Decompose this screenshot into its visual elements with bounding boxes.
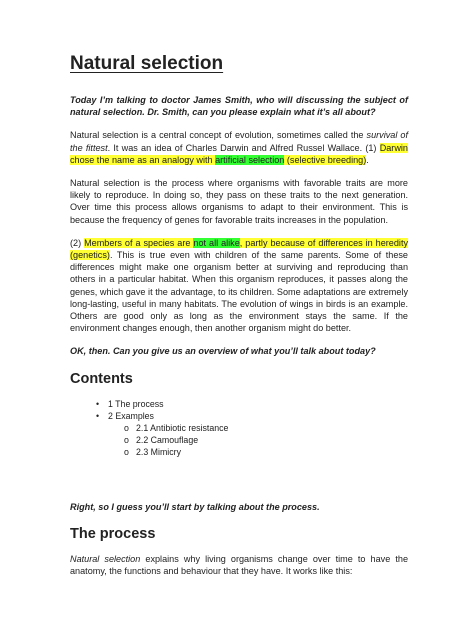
paragraph-definition [70,129,408,166]
page-title: Natural selection [70,53,224,74]
circle-bullet-icon: o [124,447,129,458]
intro-question: Today I’m talking to doctor James Smith, who will discussing the subject of natural selection. Dr. Smith, can you please explain what it’s all about? [70,95,408,118]
paragraph-process-intro [70,553,408,577]
text-run: . It was an idea of Charles Darwin and Alfred Russel Wallace. (1) [107,142,380,153]
text-run-italic: survival of the fittest [70,130,409,153]
spacer [70,459,408,487]
text-run-italic: Natural selection [70,553,141,564]
toc-subitem-label: 2.1 Antibiotic resistance [136,423,229,434]
text-run: . This is true even with children of the same parents. Some of these differences might make one organism better at surviving and reproducing than others in a particular habitat. When this organism reproduces, it passes along the genes, which gave it the advantage, to its children. Some adaptations are extremely long-lasting, useful in many habitats. The evolution of wings in birds is an example. Others are good only as long as the environment stays the same. If the environment changes enough, then another organism might do better. [70,250,408,334]
text-run: . [366,154,369,165]
toc-item[interactable] [96,398,408,410]
toc-sublist-container [96,422,408,459]
question-overview: OK, then. Can you give us an overview of what you’ll talk about today? [70,346,376,357]
toc-subitem[interactable] [124,422,408,434]
toc-list [70,398,408,459]
contents-heading: Contents [70,370,133,387]
question-process: Right, so I guess you’ll start by talking about the process. [70,501,320,512]
paragraph-variation [70,237,408,335]
highlight-yellow: , partly because of differences in heredity (genetics) [70,237,409,261]
highlight-green: not all alike [193,237,240,248]
highlight-green: artificial selection [215,154,285,165]
toc-subitem[interactable] [124,446,408,458]
text-run: explains why living organisms change over time to have the anatomy, the functions and behaviour that they have. It works like this: [70,553,409,577]
highlight-yellow: Darwin chose the name as an analogy with [70,142,408,165]
toc-item-label: 2 Examples [108,410,154,421]
text-run: Natural selection is a central concept of evolution, sometimes called the [70,130,367,141]
highlight-yellow: (selective breeding) [284,154,367,165]
toc-sublist [96,422,408,459]
bullet-icon: • [96,410,100,421]
process-heading: The process [70,525,156,542]
toc-subitem-label: 2.3 Mimicry [136,447,181,458]
toc-subitem[interactable] [124,434,408,446]
paragraph-process-summary: Natural selection is the process where organisms with favorable traits are more likely to reproduce. In doing so, they pass on these traits to the next generation. Over time this process allows organisms to adapt to their environment. This is because the frequency of genes for favorable traits increases in the population. [70,178,408,225]
circle-bullet-icon: o [124,435,129,446]
toc-item-label: 1 The process [108,398,164,409]
text-run: (2) [70,237,85,248]
circle-bullet-icon: o [124,423,129,434]
toc-item[interactable] [96,410,408,422]
highlight-yellow: Members of a species are [84,237,194,248]
toc-subitem-label: 2.2 Camouflage [136,435,199,446]
bullet-icon: • [96,398,100,409]
